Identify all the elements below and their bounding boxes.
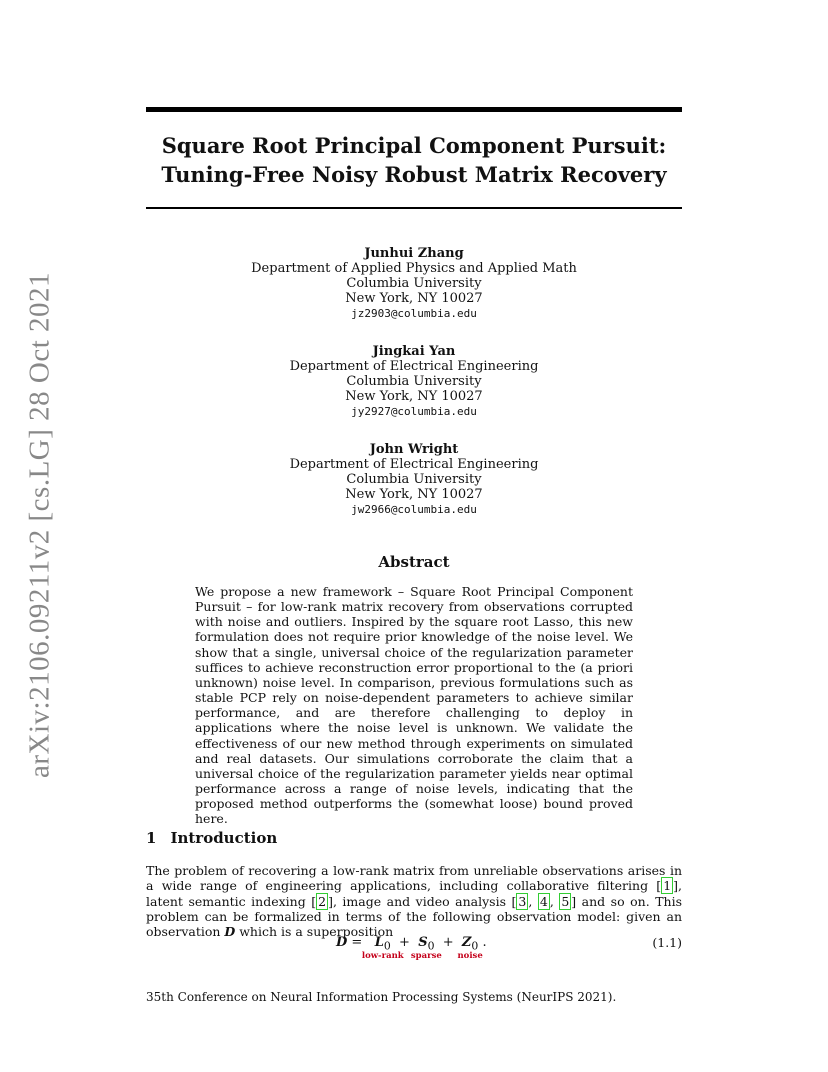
author-block	[146, 246, 682, 540]
eq-underlabel: sparse	[410, 951, 442, 961]
author-email[interactable]: jw2966@columbia.edu	[351, 503, 477, 516]
author-dept: Department of Electrical Engineering	[289, 359, 539, 374]
equation-1-1	[146, 935, 682, 965]
eq-underlabel: noise	[457, 951, 483, 961]
author-name: Junhui Zhang	[364, 246, 464, 261]
abstract-text: We propose a new framework – Square Root Principal Component Pursuit – for low-rank matrix recovery from observations corrupted with noise and outliers. Inspired by the square root Lasso, this new formulation does not require prior knowledge of the noise level. We show that a single, universal choice of the regularization parameter suffices to achieve reconstruction error proportional to the (a priori unknown) noise level. In comparison, previous formulations such as stable PCP rely on noise-dependent parameters to achieve similar performance, and are therefore challenging to deploy in applications where the noise level is unknown. We validate the effectiveness of our new method through experiments on simulated and real datasets. Our simulations corroborate the claim that a universal choice of the regularization parameter yields near optimal performance across a range of noise levels, indicating that the proposed method outperforms the (somewhat loose) bound proved here.	[195, 584, 633, 827]
author-univ: Columbia University	[346, 276, 482, 291]
eq-term-lowrank	[361, 935, 404, 961]
conference-footnote: 35th Conference on Neural Information Processing Systems (NeurIPS 2021).	[146, 990, 617, 1004]
author-city: New York, NY 10027	[345, 389, 483, 404]
eq-equals: =	[351, 935, 363, 950]
author-3	[146, 442, 682, 517]
eq-subscript: 0	[471, 939, 479, 953]
eq-term-sparse	[410, 935, 442, 961]
section-heading	[146, 829, 291, 847]
intro-text: The problem of recovering a low-rank matrix from unreliable observations arises in a wide range of engineering applications, including collaborative filtering [	[146, 863, 682, 894]
equation-number: (1.1)	[652, 935, 682, 950]
abstract-heading: Abstract	[378, 553, 450, 571]
eq-symbol: L	[374, 935, 384, 950]
eq-term-noise	[457, 935, 483, 961]
citation-link[interactable]: 4	[539, 893, 548, 909]
author-city: New York, NY 10027	[345, 487, 483, 502]
eq-period: .	[482, 935, 487, 950]
intro-text: ], latent semantic indexing [	[146, 878, 682, 909]
intro-text: ] and so on. This problem can be formalized in terms of the following observation model: given an observation	[146, 893, 682, 940]
eq-subscript: 0	[383, 939, 391, 953]
title-top-rule	[146, 107, 682, 112]
citation-link[interactable]: 2	[318, 893, 327, 909]
citation-link[interactable]: 3	[518, 893, 527, 909]
intro-text: which is a superposition	[235, 924, 394, 940]
author-2	[146, 344, 682, 419]
title-line-2: Tuning-Free Noisy Robust Matrix Recovery	[161, 162, 667, 187]
citation-link[interactable]: 5	[561, 893, 570, 909]
eq-plus: +	[442, 935, 454, 950]
equation-body	[336, 935, 487, 961]
author-univ: Columbia University	[346, 472, 482, 487]
intro-text: ,	[528, 893, 538, 909]
eq-underlabel: low-rank	[361, 951, 404, 961]
arxiv-stamp: arXiv:2106.09211v2 [cs.LG] 28 Oct 2021	[23, 271, 56, 779]
author-dept: Department of Electrical Engineering	[289, 457, 539, 472]
author-1	[146, 246, 682, 321]
eq-lhs: D	[336, 935, 348, 950]
author-name: John Wright	[369, 442, 459, 457]
math-variable: D	[224, 924, 236, 940]
section-number: 1	[146, 829, 157, 847]
section-title: Introduction	[170, 829, 278, 847]
author-email[interactable]: jy2927@columbia.edu	[351, 405, 477, 418]
citation-link[interactable]: 1	[663, 878, 672, 894]
author-email[interactable]: jz2903@columbia.edu	[351, 307, 477, 320]
paper-title	[146, 131, 682, 189]
eq-subscript: 0	[427, 939, 435, 953]
title-bottom-rule	[146, 207, 682, 209]
intro-text: ], image and video analysis [	[328, 893, 517, 909]
author-univ: Columbia University	[346, 374, 482, 389]
intro-paragraph	[146, 863, 682, 939]
author-name: Jingkai Yan	[372, 344, 456, 359]
eq-plus: +	[399, 935, 410, 950]
eq-symbol: Z	[461, 935, 472, 950]
eq-symbol: S	[418, 935, 428, 950]
intro-text: ,	[549, 893, 560, 909]
title-line-1: Square Root Principal Component Pursuit:	[161, 133, 667, 158]
author-city: New York, NY 10027	[345, 291, 483, 306]
author-dept: Department of Applied Physics and Applied Math	[251, 261, 577, 276]
